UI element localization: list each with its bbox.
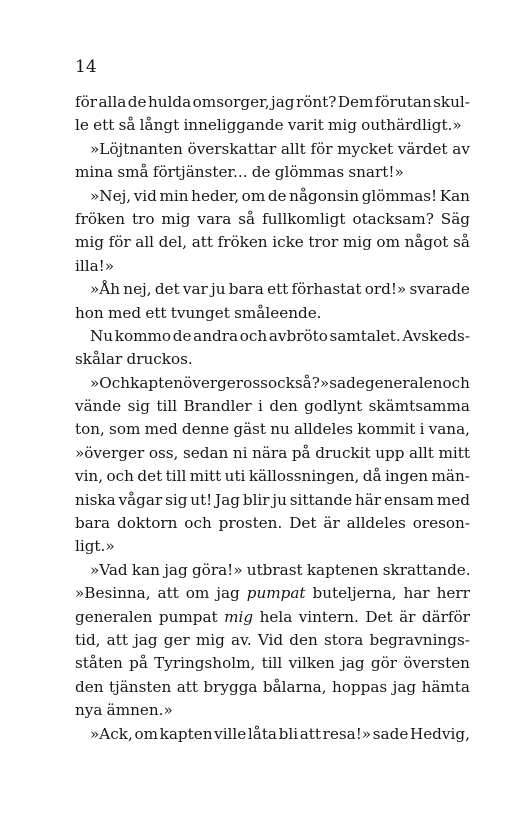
word: nära bbox=[252, 443, 288, 462]
word: jag bbox=[341, 654, 365, 673]
word: Nu bbox=[90, 326, 114, 345]
word: »Åh bbox=[90, 280, 121, 299]
word: jag bbox=[392, 677, 417, 696]
word: »Löjtnanten bbox=[90, 139, 183, 158]
word: jag bbox=[271, 93, 295, 111]
word: jag bbox=[134, 630, 158, 649]
word: Det bbox=[365, 607, 393, 626]
word: begravnings- bbox=[369, 630, 470, 649]
word: att bbox=[176, 677, 198, 696]
word: att bbox=[157, 584, 179, 603]
word: de bbox=[267, 186, 287, 205]
word: då bbox=[362, 467, 382, 486]
word: och bbox=[106, 467, 134, 486]
text-line bbox=[75, 208, 470, 231]
text-line bbox=[75, 231, 470, 254]
word: jag bbox=[164, 560, 188, 579]
word: doktorn bbox=[117, 514, 178, 533]
word: sedan bbox=[182, 443, 229, 462]
word: om bbox=[241, 186, 266, 205]
word: som bbox=[109, 420, 141, 439]
word: alldeles bbox=[346, 514, 406, 533]
word: resa!» bbox=[322, 724, 372, 743]
word: ligt.» bbox=[75, 537, 115, 556]
word: det bbox=[137, 467, 163, 486]
word: män- bbox=[431, 467, 470, 486]
word: har bbox=[403, 584, 430, 603]
word: skålar bbox=[75, 350, 123, 369]
word: stora bbox=[323, 630, 364, 649]
word: skämtsamma bbox=[368, 397, 470, 416]
word: herr bbox=[436, 584, 470, 603]
word: fröken bbox=[75, 209, 125, 228]
word: sig bbox=[127, 397, 150, 416]
word: också?» bbox=[268, 373, 330, 392]
word: Vid bbox=[257, 630, 284, 649]
word: varit bbox=[287, 116, 324, 135]
word: på bbox=[291, 443, 311, 462]
word: i bbox=[258, 397, 263, 416]
word: ensam bbox=[383, 490, 434, 509]
word: att bbox=[299, 724, 321, 743]
word: ger bbox=[163, 630, 190, 649]
word: »överger bbox=[75, 443, 145, 462]
word: tjänsten bbox=[108, 677, 172, 696]
word: nej, bbox=[123, 280, 152, 299]
word: generalen bbox=[75, 607, 153, 626]
text-line bbox=[75, 114, 470, 137]
word: om bbox=[134, 724, 158, 743]
text-line bbox=[75, 723, 470, 746]
page-number: 14 bbox=[75, 57, 97, 77]
word: vände bbox=[75, 397, 122, 416]
word: samtalet. bbox=[329, 326, 401, 345]
word: utbrast bbox=[246, 560, 303, 579]
word: del, bbox=[158, 233, 188, 252]
word: inneliggande bbox=[183, 116, 284, 135]
word: låta bbox=[247, 724, 277, 743]
text-line bbox=[75, 512, 470, 535]
word: Säg bbox=[440, 209, 470, 228]
word: kan bbox=[131, 560, 160, 579]
word: överskattar bbox=[187, 139, 277, 158]
text-line bbox=[75, 91, 470, 114]
word: mig bbox=[342, 233, 372, 252]
word: »Och bbox=[90, 373, 131, 392]
word: uti bbox=[224, 467, 246, 486]
text-line bbox=[75, 442, 470, 465]
word: vara bbox=[197, 209, 232, 228]
word: pumpat bbox=[246, 584, 306, 603]
text-line bbox=[75, 372, 470, 395]
word: oss, bbox=[148, 443, 179, 462]
word: så bbox=[453, 233, 470, 252]
text-line bbox=[75, 138, 470, 161]
word: långt bbox=[139, 116, 180, 135]
text-line bbox=[75, 302, 470, 325]
word: druckos. bbox=[126, 350, 193, 369]
word: till bbox=[261, 654, 283, 673]
word: kapten bbox=[159, 724, 213, 743]
word: fullkomligt bbox=[262, 209, 346, 228]
word: Det bbox=[289, 514, 317, 533]
word: allt bbox=[280, 139, 306, 158]
word: kommit bbox=[357, 420, 416, 439]
word: för bbox=[75, 93, 98, 111]
body-text bbox=[75, 91, 470, 746]
word: niska bbox=[75, 490, 116, 509]
word: mig bbox=[195, 630, 225, 649]
word: le bbox=[75, 116, 89, 135]
word: tro bbox=[131, 209, 155, 228]
word: ett bbox=[267, 280, 289, 299]
word: hoppas bbox=[331, 677, 388, 696]
word: och bbox=[442, 373, 470, 392]
word: till bbox=[156, 397, 178, 416]
word: så bbox=[238, 209, 256, 228]
word: mycket bbox=[337, 139, 394, 158]
word: blir bbox=[242, 490, 270, 509]
word: gör bbox=[370, 654, 398, 673]
word: är bbox=[323, 514, 340, 533]
word: brygga bbox=[203, 677, 258, 696]
text-line bbox=[75, 465, 470, 488]
word: så bbox=[118, 116, 136, 135]
word: mitt bbox=[438, 443, 470, 462]
word: heder, bbox=[191, 186, 240, 205]
word: vin, bbox=[75, 467, 104, 486]
word: för bbox=[108, 233, 131, 252]
text-line bbox=[75, 629, 470, 652]
word: hämta bbox=[421, 677, 470, 696]
word: alldeles bbox=[293, 420, 354, 439]
word: vintern. bbox=[298, 607, 359, 626]
word: prosten. bbox=[218, 514, 283, 533]
word: de bbox=[127, 93, 147, 111]
word: buteljerna, bbox=[312, 584, 397, 603]
word: det bbox=[154, 280, 180, 299]
word: avbröto bbox=[268, 326, 328, 345]
word: pumpat bbox=[158, 607, 218, 626]
word: ju bbox=[272, 490, 287, 509]
word: mina bbox=[75, 163, 114, 182]
word: Kan bbox=[439, 186, 470, 205]
word: därför bbox=[421, 607, 470, 626]
word: de bbox=[251, 163, 271, 182]
word: till bbox=[165, 467, 187, 486]
word: kaptenen bbox=[306, 560, 379, 579]
word: tid, bbox=[75, 630, 101, 649]
word: ni bbox=[232, 443, 248, 462]
word: hulda bbox=[147, 93, 192, 111]
word: om bbox=[376, 233, 400, 252]
word: godlynt bbox=[304, 397, 363, 416]
word: fröken bbox=[217, 233, 268, 252]
word: ett bbox=[93, 116, 115, 135]
word: förhastat bbox=[291, 280, 362, 299]
word: all bbox=[135, 233, 155, 252]
word: svarade bbox=[409, 280, 470, 299]
word: gäst bbox=[233, 420, 267, 439]
word: nu bbox=[270, 420, 290, 439]
word: snart!» bbox=[348, 163, 404, 182]
word: med bbox=[144, 420, 178, 439]
word: jag bbox=[216, 584, 240, 603]
word: i bbox=[419, 420, 425, 439]
word: vid bbox=[133, 186, 157, 205]
word: mig bbox=[161, 209, 191, 228]
word: glömmas bbox=[274, 163, 345, 182]
word: ingen bbox=[384, 467, 429, 486]
text-line bbox=[75, 676, 470, 699]
word: något bbox=[404, 233, 449, 252]
word: med bbox=[107, 303, 142, 322]
word: den bbox=[269, 397, 298, 416]
word: otacksam? bbox=[352, 209, 434, 228]
word: upp bbox=[375, 443, 405, 462]
word: källossningen, bbox=[248, 467, 360, 486]
word: ut! bbox=[190, 490, 213, 509]
word: är bbox=[399, 607, 416, 626]
word: hon bbox=[75, 303, 104, 322]
word: vana, bbox=[428, 420, 470, 439]
word: ämnen.» bbox=[106, 701, 173, 720]
word: Brandler bbox=[183, 397, 252, 416]
text-line bbox=[75, 489, 470, 512]
word: överger bbox=[183, 373, 244, 392]
word: oreson- bbox=[412, 514, 470, 533]
word: skrattande. bbox=[382, 560, 471, 579]
word: om bbox=[185, 584, 210, 603]
word: och bbox=[239, 326, 268, 345]
word: bara bbox=[75, 514, 111, 533]
word: kapten bbox=[130, 373, 183, 392]
word: »Vad bbox=[90, 560, 128, 579]
word: vågar bbox=[118, 490, 163, 509]
word: nya bbox=[75, 701, 103, 720]
word: bara bbox=[228, 280, 264, 299]
word: och bbox=[184, 514, 212, 533]
word: glömmas! bbox=[361, 186, 438, 205]
word: kommo bbox=[114, 326, 172, 345]
word: tror bbox=[308, 233, 339, 252]
word: Avskeds- bbox=[402, 326, 470, 345]
word: små bbox=[117, 163, 149, 182]
word: mitt bbox=[189, 467, 222, 486]
word: den bbox=[289, 630, 318, 649]
word: de bbox=[172, 326, 192, 345]
word: att bbox=[191, 233, 213, 252]
word: oss bbox=[243, 373, 268, 392]
word: rönt? bbox=[295, 93, 337, 111]
word: andra bbox=[193, 326, 239, 345]
text-line bbox=[75, 395, 470, 418]
word: mig bbox=[75, 233, 104, 252]
word: värdet bbox=[397, 139, 448, 158]
word: generalen bbox=[364, 373, 443, 392]
word: Hedvig, bbox=[409, 724, 470, 743]
word: denne bbox=[181, 420, 230, 439]
word: förtjänster... bbox=[152, 163, 248, 182]
word: druckit bbox=[315, 443, 371, 462]
word: mig bbox=[327, 116, 357, 135]
word: tvunget bbox=[170, 303, 230, 322]
text-line bbox=[75, 606, 470, 629]
word: bålarna, bbox=[262, 677, 327, 696]
text-line bbox=[75, 325, 470, 348]
word: vilken bbox=[288, 654, 335, 673]
text-line bbox=[75, 348, 470, 371]
word: allt bbox=[409, 443, 434, 462]
word: översten bbox=[403, 654, 470, 673]
word: förutan bbox=[374, 93, 432, 111]
word: »Ack, bbox=[90, 724, 133, 743]
word: ord!» bbox=[364, 280, 407, 299]
word: mig bbox=[224, 607, 254, 626]
word: för bbox=[310, 139, 333, 158]
word: hela bbox=[259, 607, 293, 626]
word: skul- bbox=[433, 93, 470, 111]
word: ton, bbox=[75, 420, 105, 439]
word: att bbox=[106, 630, 128, 649]
word: av bbox=[452, 139, 470, 158]
word: min bbox=[159, 186, 189, 205]
word: outhärdligt.» bbox=[361, 116, 462, 135]
word: sittande bbox=[289, 490, 353, 509]
text-line bbox=[75, 582, 470, 605]
word: icke bbox=[272, 233, 304, 252]
word: ville bbox=[214, 724, 247, 743]
text-line bbox=[75, 535, 470, 558]
text-line bbox=[75, 255, 470, 278]
word: med bbox=[436, 490, 470, 509]
word: den bbox=[75, 677, 104, 696]
word: »Besinna, bbox=[75, 584, 151, 603]
word: var bbox=[182, 280, 208, 299]
word: här bbox=[354, 490, 382, 509]
word: ståten bbox=[75, 654, 123, 673]
word: Jag bbox=[215, 490, 240, 509]
word: bli bbox=[278, 724, 299, 743]
word: Tyringsholm, bbox=[154, 654, 256, 673]
word: »Nej, bbox=[90, 186, 132, 205]
word: illa!» bbox=[75, 256, 115, 275]
word: Dem bbox=[337, 93, 374, 111]
text-line bbox=[75, 185, 470, 208]
text-line bbox=[75, 652, 470, 675]
word: ju bbox=[211, 280, 226, 299]
word: sig bbox=[165, 490, 188, 509]
text-line bbox=[75, 161, 470, 184]
word: omsorger, bbox=[192, 93, 270, 111]
text-line bbox=[75, 559, 470, 582]
word: någonsin bbox=[289, 186, 360, 205]
word: småleende. bbox=[234, 303, 322, 322]
word: göra!» bbox=[191, 560, 243, 579]
text-line bbox=[75, 418, 470, 441]
word: på bbox=[129, 654, 148, 673]
word: sade bbox=[372, 724, 409, 743]
word: av. bbox=[231, 630, 252, 649]
word: ett bbox=[145, 303, 167, 322]
word: sade bbox=[329, 373, 365, 392]
word: alla bbox=[98, 93, 127, 111]
text-line bbox=[75, 699, 470, 722]
text-line bbox=[75, 278, 470, 301]
